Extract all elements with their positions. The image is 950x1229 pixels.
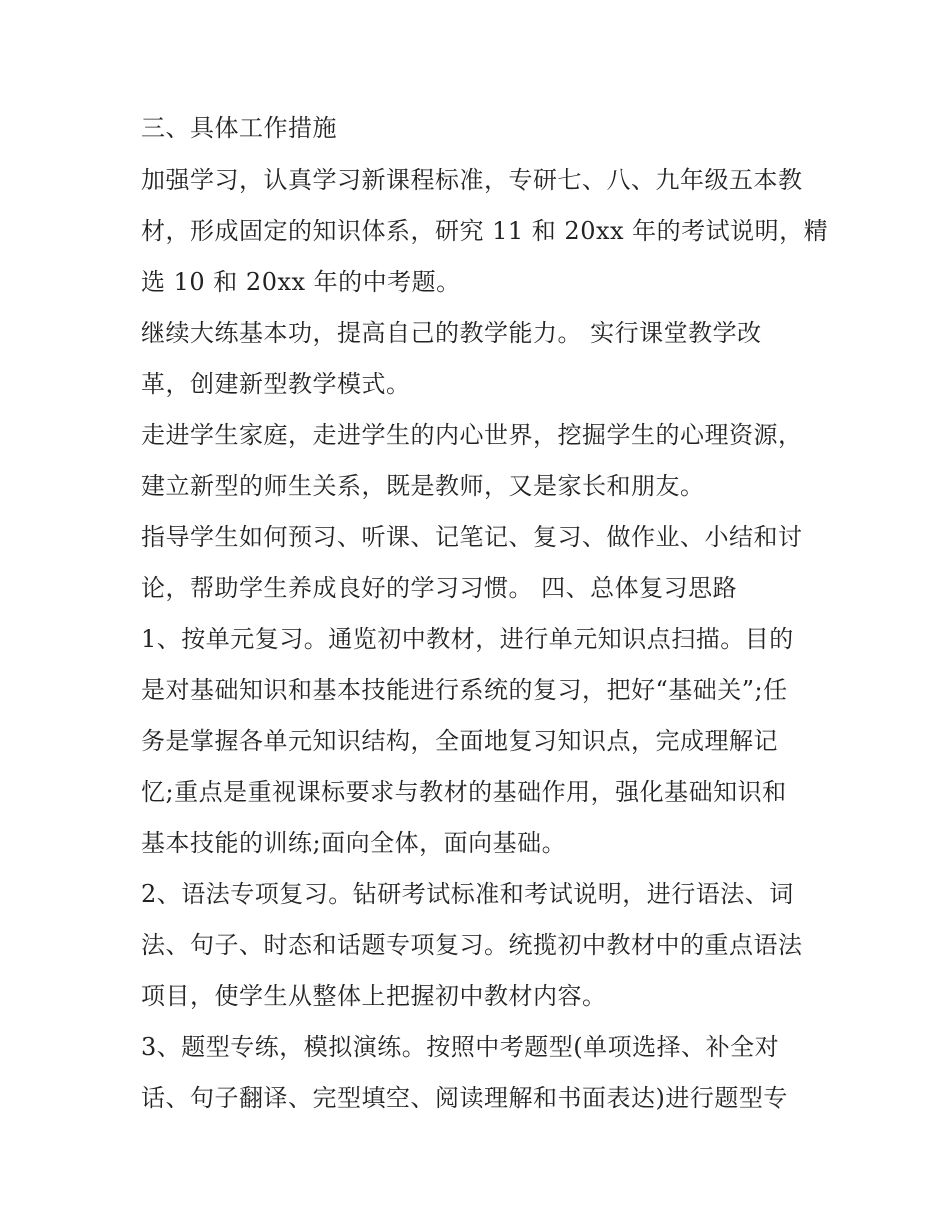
paragraph-line: 忆;重点是重视课标要求与教材的基础作用，强化基础知识和 — [141, 778, 787, 806]
section-heading-3: 三、具体工作措施 — [141, 114, 337, 142]
paragraph-line: 是对基础知识和基本技能进行系统的复习，把好“基础关”;任 — [141, 676, 788, 704]
paragraph-line: 革，创建新型教学模式。 — [141, 370, 411, 398]
paragraph-line: 话、句子翻译、完型填空、阅读理解和书面表达)进行题型专 — [141, 1084, 788, 1112]
paragraph-line: 材，形成固定的知识体系，研究 11 和 20xx 年的考试说明，精 — [141, 217, 829, 245]
paragraph-line: 选 10 和 20xx 年的中考题。 — [141, 268, 461, 296]
paragraph-line: 法、句子、时态和话题专项复习。统揽初中教材中的重点语法 — [141, 931, 803, 959]
paragraph-line: 加强学习，认真学习新课程标准，专研七、八、九年级五本教 — [141, 166, 803, 194]
paragraph-line: 论，帮助学生养成良好的学习习惯。 四、总体复习思路 — [141, 574, 738, 602]
paragraph-line: 3、题型专练，模拟演练。按照中考题型(单项选择、补全对 — [141, 1033, 780, 1061]
paragraph-line: 基本技能的训练;面向全体，面向基础。 — [141, 829, 567, 857]
paragraph-line: 继续大练基本功，提高自己的教学能力。 实行课堂教学改 — [141, 319, 762, 347]
paragraph-line: 项目，使学生从整体上把握初中教材内容。 — [141, 982, 607, 1010]
paragraph-line: 1、按单元复习。通览初中教材，进行单元知识点扫描。目的 — [141, 625, 794, 653]
paragraph-line: 务是掌握各单元知识结构，全面地复习知识点，完成理解记 — [141, 727, 778, 755]
paragraph-line: 走进学生家庭，走进学生的内心世界，挖掘学生的心理资源， — [141, 421, 803, 449]
paragraph-line: 2、语法专项复习。钻研考试标准和考试说明，进行语法、词 — [141, 880, 794, 908]
paragraph-line: 建立新型的师生关系，既是教师，又是家长和朋友。 — [141, 472, 705, 500]
paragraph-line: 指导学生如何预习、听课、记笔记、复习、做作业、小结和讨 — [141, 523, 803, 551]
